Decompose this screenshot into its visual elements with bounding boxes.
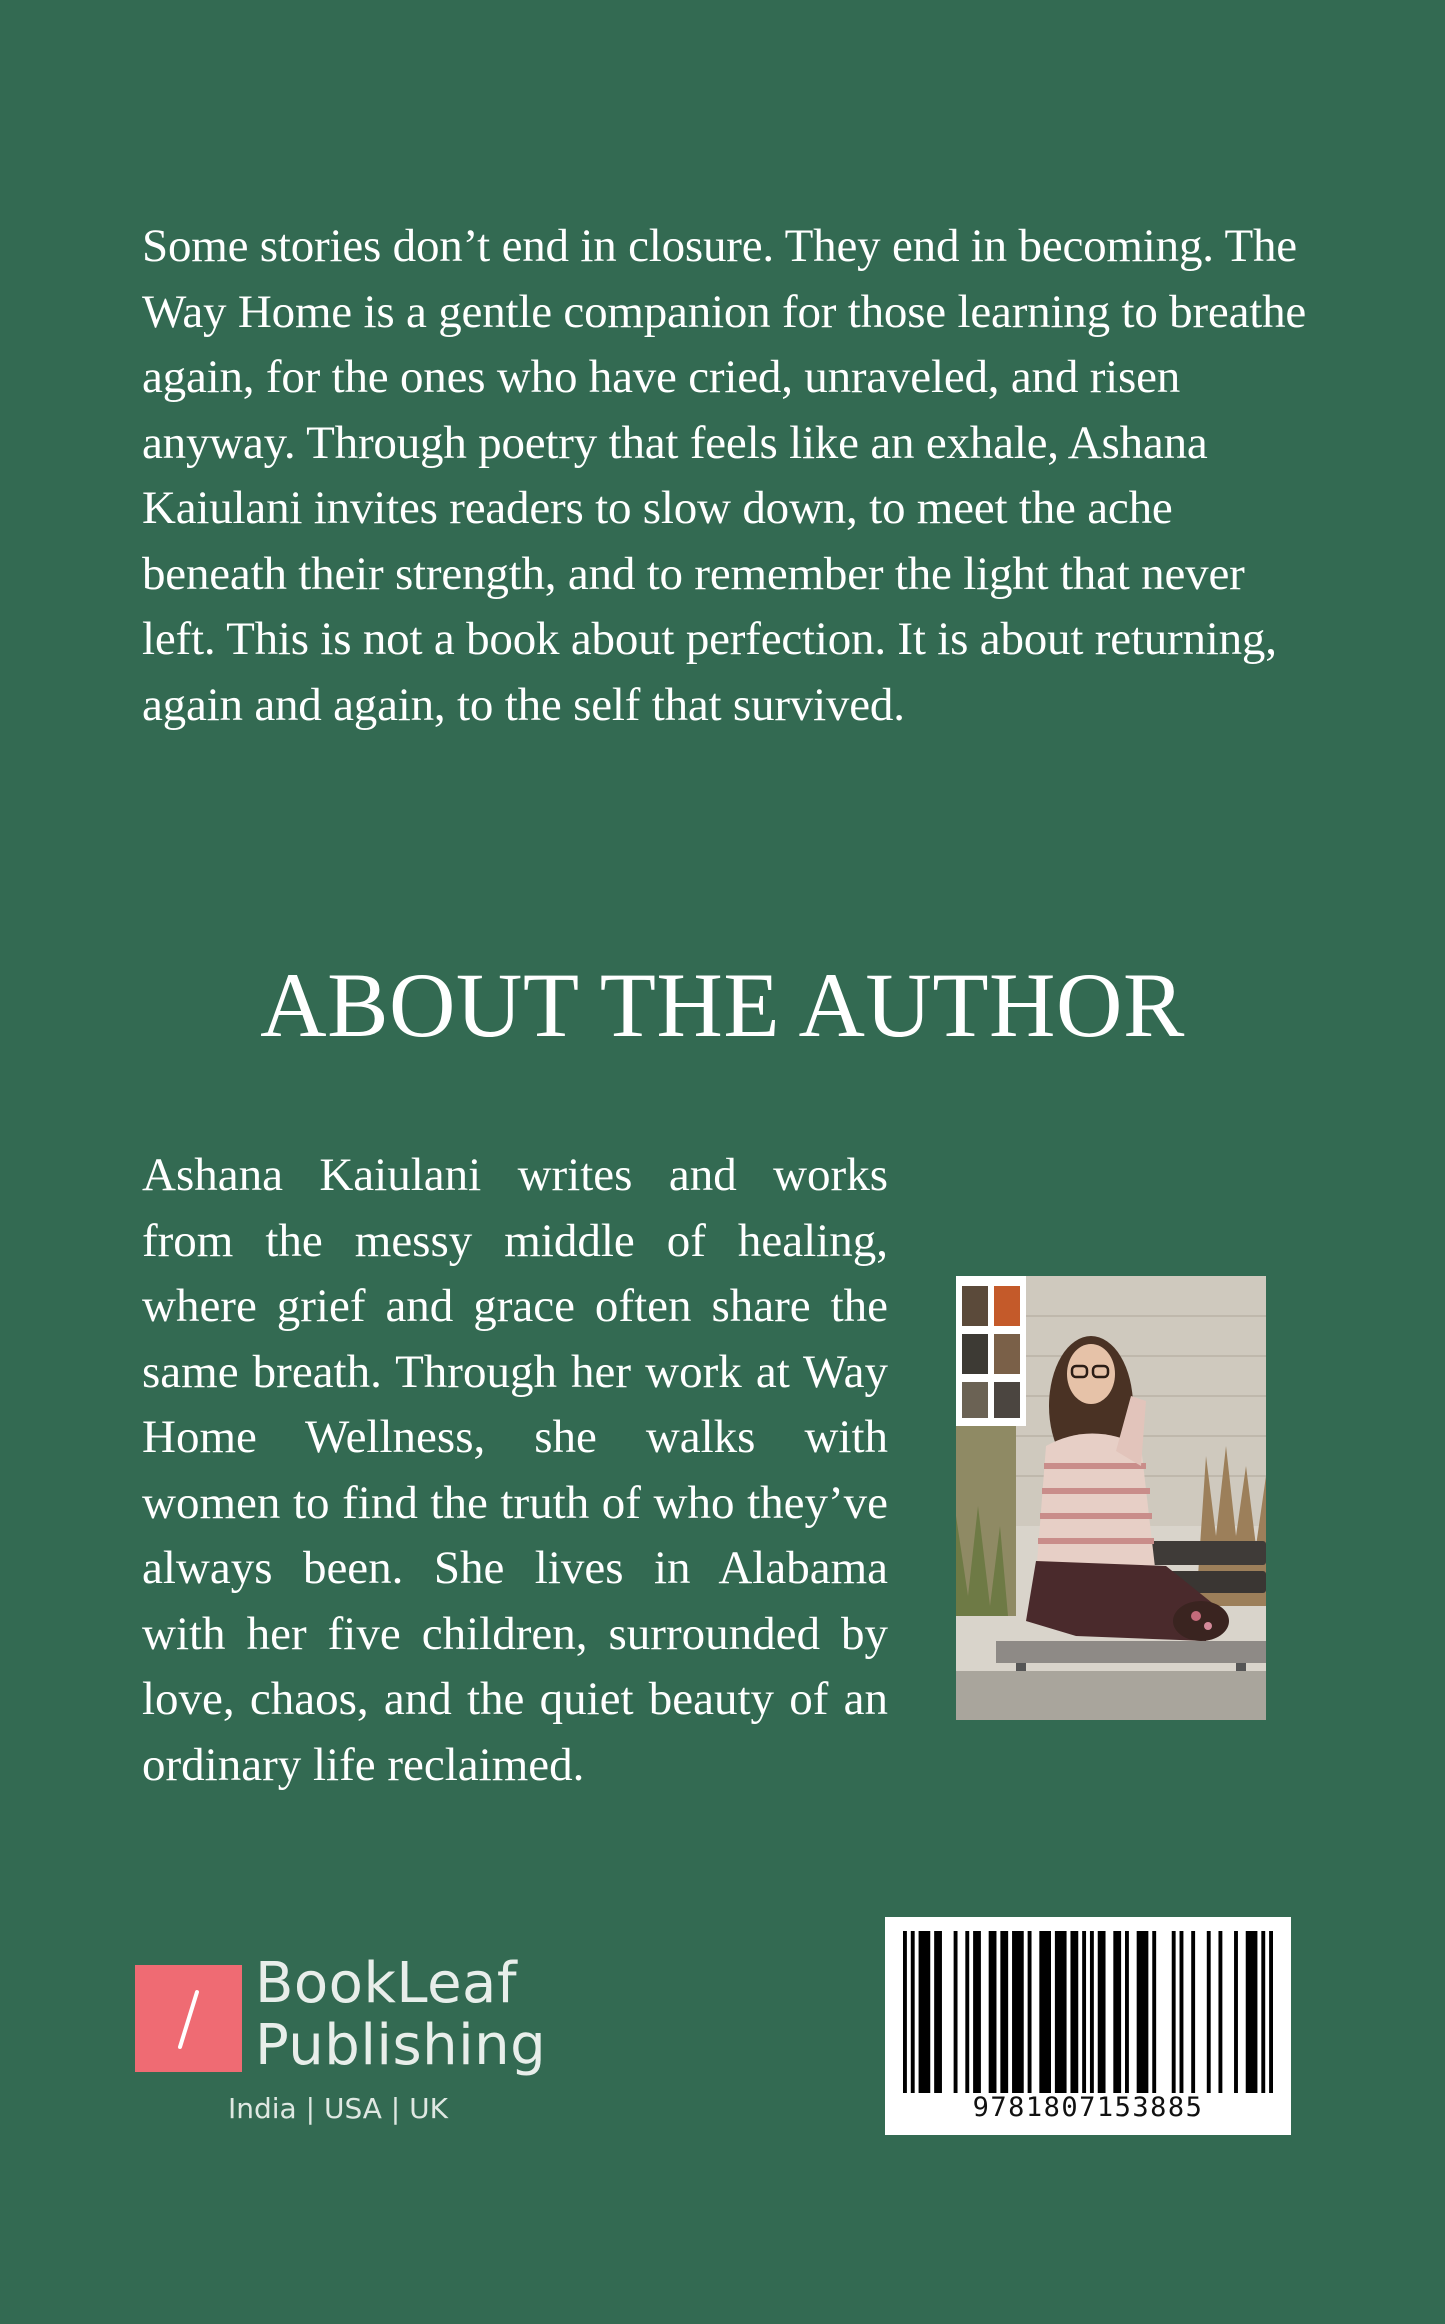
barcode-bar [1269,1931,1273,2093]
isbn-number: 9781807153885 [972,2092,1204,2123]
publisher-name-line1: BookLeaf [255,1951,518,2016]
barcode-bar [1039,1931,1051,2093]
barcode-bar [1055,1931,1067,2093]
barcode-bar [954,1931,958,2093]
book-blurb: Some stories don’t end in closure. They end in becoming. The Way Home is a gentle companion for those learning to breathe again, for the ones who have cried, unraveled, and risen anyway. Through poetry that feels like an exhale, Ashana Kaiulani invites readers to slow down, to meet the ache beneath their strength, and to remember the light that never left. This is not a book about perfection. It is about returning, again and again, to the self that survived. [142,220,1307,731]
barcode-bar [911,1931,915,2093]
barcode-bar [1191,1931,1195,2093]
barcode-bar [1180,1931,1184,2093]
author-photo [956,1276,1266,1720]
author-bio: Ashana Kaiulani writes and works from the messy middle of healing, where grief and grace often share the same breath. Through her work at Way Home Wellness, she walks with women to find the truth of who they’ve always been. She lives in Alabama with her five children, surrounded by love, chaos, and the quiet beauty of an ordinary life reclaimed. [142,1149,888,1791]
barcode-bar [973,1931,981,2093]
publisher-regions: India | USA | UK [228,2092,448,2125]
barcode-bar [1172,1931,1176,2093]
barcode-bar [1137,1931,1149,2093]
about-the-author-heading: ABOUT THE AUTHOR [260,954,1185,1056]
barcode-bar [1082,1931,1086,2093]
barcode-bar [1098,1931,1106,2093]
publisher-name-line2: Publishing [255,2013,547,2078]
barcode-bar [1028,1931,1032,2093]
barcode-bar [965,1931,969,2093]
publisher-logo [135,1951,555,2143]
bookleaf-slash-icon [135,1965,242,2072]
barcode-bar [1012,1931,1024,2093]
barcode-bar [989,1931,997,2093]
barcode-bar [1000,1931,1008,2093]
barcode-bars [903,1931,1273,2093]
barcode-bar [1246,1931,1258,2093]
barcode-bar [1261,1931,1265,2093]
barcode-bar [1152,1931,1156,2093]
barcode-bar [1207,1931,1211,2093]
isbn-barcode [885,1917,1291,2135]
barcode-bar [1218,1931,1222,2093]
barcode-bar [934,1931,942,2093]
barcode-bar [1090,1931,1094,2093]
barcode-bar [1234,1931,1238,2093]
publisher-name [255,1953,546,2077]
barcode-bar [1070,1931,1078,2093]
barcode-bar [919,1931,931,2093]
barcode-bar [903,1931,907,2093]
barcode-bar [1125,1931,1129,2093]
barcode-bar [1113,1931,1121,2093]
